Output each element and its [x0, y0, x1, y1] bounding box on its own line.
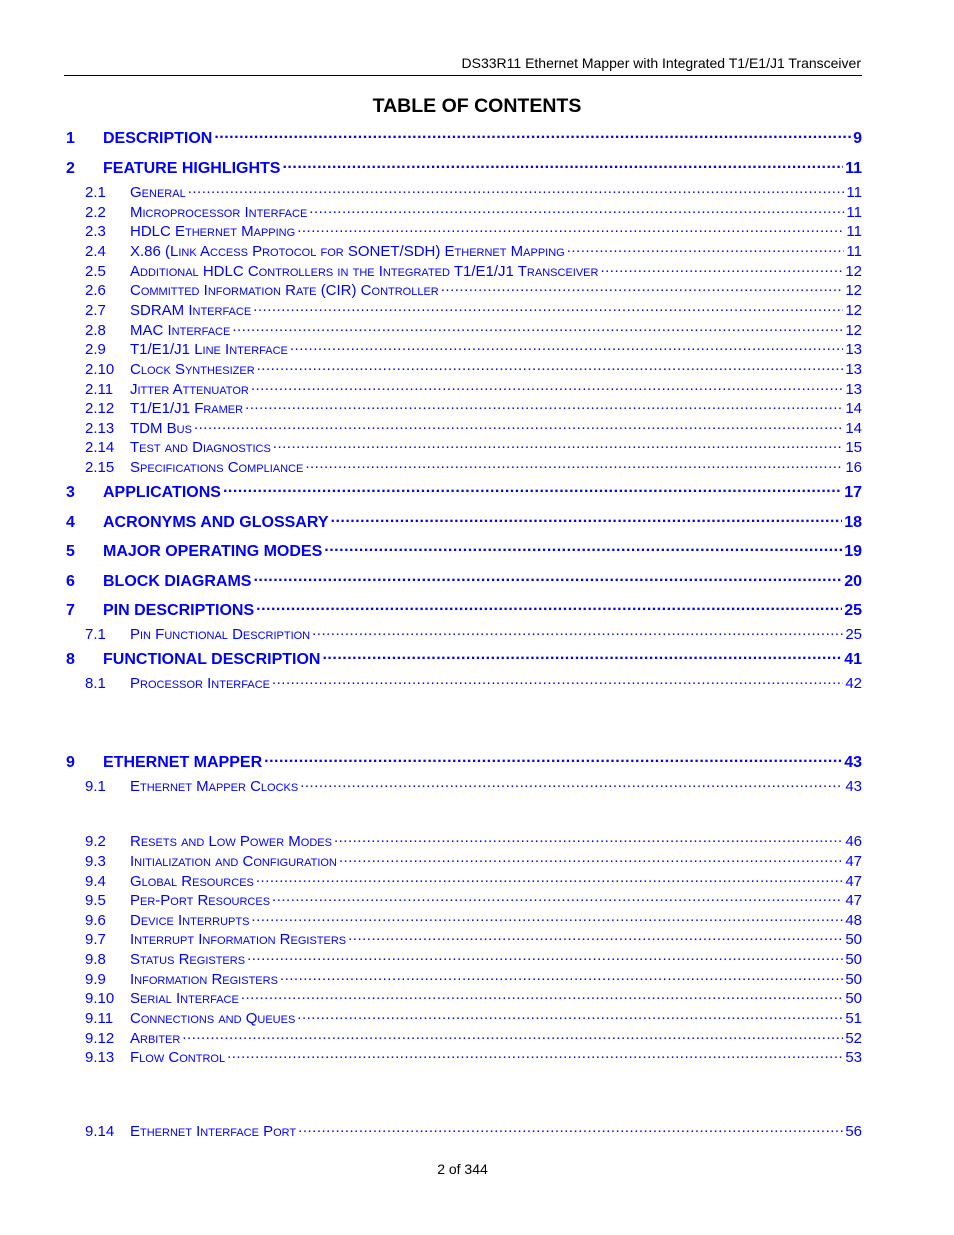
toc-entry-title: Arbiter	[130, 1030, 181, 1047]
toc-entry[interactable]	[66, 1028, 862, 1048]
toc-entry-page: 48	[845, 912, 862, 929]
toc-entry-page: 12	[845, 282, 862, 299]
toc-entry-page: 13	[845, 361, 862, 378]
toc-entry[interactable]	[66, 300, 862, 320]
toc-entry-page: 17	[844, 484, 862, 501]
toc-entry-page: 11	[846, 184, 862, 201]
toc-entry-page: 15	[845, 439, 862, 456]
toc-entry-title: Pin Functional Description	[130, 626, 311, 643]
toc-entry-number: 9.11	[85, 1010, 114, 1027]
toc-entry-page: 50	[845, 931, 862, 948]
toc-dot-leader	[253, 570, 842, 586]
toc-dot-leader	[297, 1008, 843, 1023]
toc-entry-number: 2.3	[85, 223, 106, 240]
toc-entry[interactable]	[66, 1121, 862, 1141]
toc-entry-page: 18	[844, 514, 862, 531]
toc-dot-leader	[298, 1121, 843, 1136]
toc-entry[interactable]	[66, 540, 862, 560]
toc-entry-page: 52	[845, 1030, 862, 1047]
toc-entry[interactable]	[66, 127, 862, 147]
toc-entry[interactable]	[66, 776, 862, 796]
toc-dot-leader	[273, 437, 844, 452]
toc-entry-title: Information Registers	[130, 971, 278, 988]
toc-entry-page: 20	[844, 573, 862, 590]
toc-entry-number: 5	[66, 543, 75, 560]
toc-entry[interactable]	[66, 599, 862, 619]
toc-entry-page: 11	[845, 160, 862, 177]
toc-dot-leader	[247, 949, 843, 964]
toc-entry-number: 9	[66, 754, 75, 771]
toc-entry-title: TDM Bus	[130, 420, 192, 437]
toc-entry-title: Status Registers	[130, 951, 246, 968]
toc-entry-number: 7.1	[85, 626, 106, 643]
toc-entry-number: 9.12	[85, 1030, 115, 1047]
toc-dot-leader	[251, 910, 843, 925]
toc-dot-leader	[322, 648, 842, 664]
toc-dot-leader	[194, 418, 843, 433]
toc-entry-title: FEATURE HIGHLIGHTS	[103, 160, 281, 177]
toc-entry-title: Ethernet Interface Port	[130, 1123, 297, 1140]
toc-entry[interactable]	[66, 624, 862, 644]
toc-dot-leader	[297, 221, 844, 236]
toc-dot-leader	[309, 202, 844, 217]
toc-entry-page: 13	[845, 341, 862, 358]
toc-entry-number: 8.1	[85, 675, 106, 692]
toc-entry-number: 2.5	[85, 263, 106, 280]
toc-entry-page: 47	[845, 873, 862, 890]
toc-entry[interactable]	[66, 320, 862, 340]
toc-entry-number: 2.15	[85, 459, 115, 476]
toc-entry-number: 2.8	[85, 322, 106, 339]
toc-entry[interactable]	[66, 481, 862, 501]
toc-entry-page: 43	[845, 778, 862, 795]
toc-entry-number: 9.13	[85, 1049, 115, 1066]
toc-entry-number: 2.7	[85, 302, 106, 319]
toc-dot-leader	[253, 300, 843, 315]
toc-entry-page: 41	[844, 651, 862, 668]
toc-dot-leader	[324, 540, 842, 556]
toc-entry[interactable]	[66, 673, 862, 693]
toc-entry[interactable]	[66, 1008, 862, 1028]
toc-entry-number: 2.10	[85, 361, 115, 378]
toc-entry[interactable]	[66, 851, 862, 871]
toc-entry-number: 2.14	[85, 439, 115, 456]
toc-dot-leader	[188, 182, 845, 197]
toc-entry-number: 9.5	[85, 892, 106, 909]
toc-dot-leader	[282, 157, 843, 173]
toc-entry[interactable]	[66, 437, 862, 457]
toc-entry-title: Initialization and Configuration	[130, 853, 337, 870]
toc-entry-title: SDRAM Interface	[130, 302, 252, 319]
toc-entry-title: Global Resources	[130, 873, 254, 890]
toc-entry-title: MAC Interface	[130, 322, 231, 339]
toc-entry-page: 53	[845, 1049, 862, 1066]
toc-dot-leader	[441, 280, 844, 295]
toc-entry-title: Interrupt Information Registers	[130, 931, 347, 948]
toc-entry-number: 3	[66, 484, 75, 501]
toc-entry-title: Microprocessor Interface	[130, 204, 308, 221]
toc-entry-page: 42	[845, 675, 862, 692]
toc-entry-page: 25	[845, 626, 862, 643]
toc-entry-number: 2.9	[85, 341, 106, 358]
toc-dot-leader	[312, 624, 843, 639]
toc-entry-title: Additional HDLC Controllers in the Integrated T1/E1/J1 Transceiver	[130, 263, 599, 280]
toc-entry-title: T1/E1/J1 Line Interface	[130, 341, 288, 358]
toc-entry-title: Processor Interface	[130, 675, 270, 692]
toc-entry[interactable]	[66, 359, 862, 379]
toc-entry[interactable]	[66, 570, 862, 590]
toc-entry-number: 2.13	[85, 420, 115, 437]
toc-entry-number: 9.3	[85, 853, 106, 870]
toc-entry-page: 50	[845, 990, 862, 1007]
toc-dot-leader	[305, 457, 843, 472]
toc-entry-number: 9.9	[85, 971, 106, 988]
toc-entry-page: 47	[845, 853, 862, 870]
toc-entry-title: Flow Control	[130, 1049, 226, 1066]
toc-entry-title: Device Interrupts	[130, 912, 250, 929]
toc-dot-leader	[272, 890, 843, 905]
toc-entry-title: T1/E1/J1 Framer	[130, 400, 244, 417]
toc-entry[interactable]	[66, 511, 862, 531]
toc-entry[interactable]	[66, 157, 862, 177]
toc-entry-title: Per-Port Resources	[130, 892, 271, 909]
document-header: DS33R11 Ethernet Mapper with Integrated T1/E1/J1 Transceiver	[461, 55, 861, 71]
toc-entry-page: 13	[845, 381, 862, 398]
toc-entry-title: PIN DESCRIPTIONS	[103, 602, 255, 619]
toc-dot-leader	[334, 831, 843, 846]
toc-entry-page: 50	[845, 951, 862, 968]
toc-entry-page: 12	[845, 322, 862, 339]
toc-dot-leader	[251, 379, 843, 394]
toc-entry-number: 9.7	[85, 931, 106, 948]
toc-entry-title: ACRONYMS AND GLOSSARY	[103, 514, 329, 531]
toc-entry[interactable]	[66, 379, 862, 399]
toc-entry[interactable]	[66, 648, 862, 668]
toc-entry[interactable]	[66, 871, 862, 891]
toc-entry-number: 6	[66, 573, 75, 590]
toc-entry-title: Test and Diagnostics	[130, 439, 271, 456]
toc-entry-title: APPLICATIONS	[103, 484, 221, 501]
toc-entry-page: 14	[845, 420, 862, 437]
toc-entry-number: 2.11	[85, 381, 114, 398]
toc-entry-page: 47	[845, 892, 862, 909]
toc-entry-title: DESCRIPTION	[103, 130, 213, 147]
toc-entry[interactable]	[66, 969, 862, 989]
toc-entry[interactable]	[66, 929, 862, 949]
toc-entry-title: MAJOR OPERATING MODES	[103, 543, 323, 560]
toc-dot-leader	[567, 241, 845, 256]
toc-entry-page: 56	[845, 1123, 862, 1140]
toc-entry-page: 43	[844, 754, 862, 771]
toc-entry-title: BLOCK DIAGRAMS	[103, 573, 252, 590]
toc-entry-number: 2.12	[85, 400, 115, 417]
toc-dot-leader	[214, 127, 851, 143]
toc-entry-page: 16	[845, 459, 862, 476]
toc-entry-number: 2.4	[85, 243, 106, 260]
toc-entry-title: FUNCTIONAL DESCRIPTION	[103, 651, 321, 668]
toc-dot-leader	[600, 261, 843, 276]
toc-dot-leader	[300, 776, 843, 791]
toc-entry[interactable]	[66, 202, 862, 222]
toc-dot-leader	[348, 929, 843, 944]
toc-entry-page: 25	[844, 602, 862, 619]
toc-entry-page: 11	[846, 204, 862, 221]
toc-entry[interactable]	[66, 280, 862, 300]
toc-dot-leader	[232, 320, 843, 335]
toc-entry[interactable]	[66, 751, 862, 771]
toc-entry-number: 9.4	[85, 873, 106, 890]
toc-entry-number: 9.14	[85, 1123, 115, 1140]
toc-entry[interactable]	[66, 910, 862, 930]
toc-entry[interactable]	[66, 890, 862, 910]
toc-entry-number: 2	[66, 160, 75, 177]
toc-entry-page: 51	[845, 1010, 862, 1027]
toc-entry-page: 11	[846, 243, 862, 260]
toc-entry-number: 7	[66, 602, 75, 619]
toc-dot-leader	[182, 1028, 843, 1043]
toc-entry[interactable]	[66, 949, 862, 969]
toc-entry-number: 4	[66, 514, 75, 531]
toc-entry-page: 14	[845, 400, 862, 417]
toc-entry-page: 19	[844, 543, 862, 560]
toc-entry-title: X.86 (Link Access Protocol for SONET/SDH) Ethernet Mapping	[130, 243, 565, 260]
toc-entry-number: 9.6	[85, 912, 106, 929]
toc-entry[interactable]	[66, 398, 862, 418]
toc-entry-title: Connections and Queues	[130, 1010, 296, 1027]
toc-dot-leader	[241, 988, 844, 1003]
toc-dot-leader	[280, 969, 843, 984]
toc-entry-number: 2.1	[85, 184, 106, 201]
toc-entry-page: 50	[845, 971, 862, 988]
toc-entry-title: Jitter Attenuator	[130, 381, 249, 398]
toc-entry-title: Clock Synthesizer	[130, 361, 255, 378]
toc-entry[interactable]	[66, 457, 862, 477]
page-number: 2 of 344	[437, 1161, 488, 1177]
toc-dot-leader	[272, 673, 843, 688]
toc-entry-number: 1	[66, 130, 75, 147]
toc-entry-title: HDLC Ethernet Mapping	[130, 223, 296, 240]
page-title: TABLE OF CONTENTS	[372, 95, 582, 117]
toc-entry-title: Ethernet Mapper Clocks	[130, 778, 299, 795]
toc-dot-leader	[245, 398, 843, 413]
toc-dot-leader	[227, 1047, 843, 1062]
toc-entry[interactable]	[66, 221, 862, 241]
toc-dot-leader	[257, 359, 844, 374]
toc-dot-leader	[223, 481, 842, 497]
toc-entry-title: Committed Information Rate (CIR) Controller	[130, 282, 439, 299]
toc-entry[interactable]	[66, 988, 862, 1008]
toc-entry-number: 9.10	[85, 990, 115, 1007]
toc-entry-number: 8	[66, 651, 75, 668]
toc-entry-number: 9.1	[85, 778, 106, 795]
toc-entry-number: 2.6	[85, 282, 106, 299]
toc-entry-page: 12	[845, 302, 862, 319]
toc-dot-leader	[290, 339, 843, 354]
toc-entry-title: ETHERNET MAPPER	[103, 754, 263, 771]
toc-entry[interactable]	[66, 831, 862, 851]
toc-entry-number: 2.2	[85, 204, 106, 221]
toc-entry-page: 9	[853, 130, 862, 147]
toc-dot-leader	[331, 511, 843, 527]
toc-entry-title: Specifications Compliance	[130, 459, 304, 476]
toc-entry-page: 12	[845, 263, 862, 280]
toc-dot-leader	[256, 599, 842, 615]
toc-entry-title: Serial Interface	[130, 990, 239, 1007]
toc-entry[interactable]	[66, 261, 862, 281]
toc-entry-page: 46	[845, 833, 862, 850]
toc-entry[interactable]	[66, 1047, 862, 1067]
toc-dot-leader	[339, 851, 843, 866]
toc-entry-title: General	[130, 184, 186, 201]
toc-entry-page: 11	[846, 223, 862, 240]
toc-dot-leader	[256, 871, 843, 886]
toc-dot-leader	[264, 751, 842, 767]
toc-entry-number: 9.2	[85, 833, 106, 850]
toc-entry-number: 9.8	[85, 951, 106, 968]
toc-entry[interactable]	[66, 241, 862, 261]
toc-entry-title: Resets and Low Power Modes	[130, 833, 332, 850]
toc-entry[interactable]	[66, 418, 862, 438]
toc-entry[interactable]	[66, 182, 862, 202]
toc-entry[interactable]	[66, 339, 862, 359]
